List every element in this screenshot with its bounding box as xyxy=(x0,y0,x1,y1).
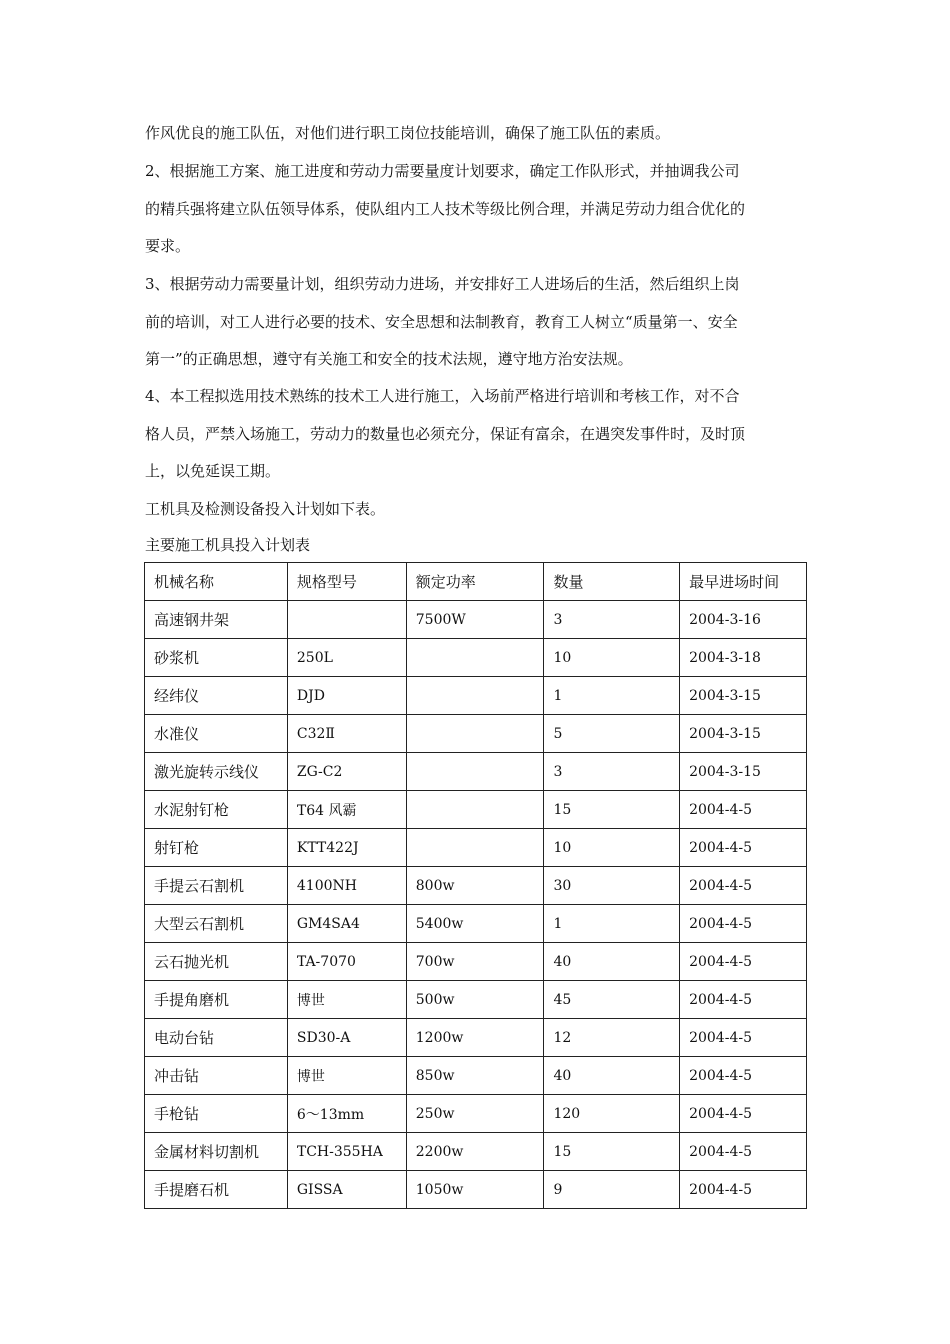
cell-rated-power: 2200w xyxy=(406,1133,544,1171)
cell-model: 4100NH xyxy=(287,867,406,905)
cell-model: GM4SA4 xyxy=(287,905,406,943)
table-row xyxy=(145,715,807,753)
cell-rated-power: 250w xyxy=(406,1095,544,1133)
header-rated-power: 额定功率 xyxy=(406,563,544,601)
cell-machine-name: 云石抛光机 xyxy=(145,943,288,981)
cell-quantity: 12 xyxy=(544,1019,680,1057)
cell-entry-date: 2004-4-5 xyxy=(680,867,807,905)
cell-machine-name: 冲击钻 xyxy=(145,1057,288,1095)
cell-rated-power: 1200w xyxy=(406,1019,544,1057)
cell-rated-power: 800w xyxy=(406,867,544,905)
cell-model: 博世 xyxy=(287,1057,406,1095)
cell-machine-name: 经纬仪 xyxy=(145,677,288,715)
cell-model: KTT422J xyxy=(287,829,406,867)
cell-rated-power: 5400w xyxy=(406,905,544,943)
cell-machine-name: 激光旋转示线仪 xyxy=(145,753,288,791)
table-row xyxy=(145,905,807,943)
cell-quantity: 5 xyxy=(544,715,680,753)
cell-entry-date: 2004-4-5 xyxy=(680,905,807,943)
cell-entry-date: 2004-3-15 xyxy=(680,677,807,715)
cell-entry-date: 2004-3-18 xyxy=(680,639,807,677)
cell-quantity: 9 xyxy=(544,1171,680,1209)
cell-machine-name: 高速钢井架 xyxy=(145,601,288,639)
cell-machine-name: 手提云石割机 xyxy=(145,867,288,905)
paragraph-item-4 xyxy=(145,378,810,491)
cell-machine-name: 射钉枪 xyxy=(145,829,288,867)
cell-entry-date: 2004-3-15 xyxy=(680,753,807,791)
cell-quantity: 30 xyxy=(544,867,680,905)
cell-model: C32Ⅱ xyxy=(287,715,406,753)
cell-quantity: 15 xyxy=(544,791,680,829)
text-line: 上，以免延误工期。 xyxy=(145,462,281,480)
paragraph-workforce-quality xyxy=(145,115,810,153)
cell-quantity: 40 xyxy=(544,1057,680,1095)
header-earliest-entry-date: 最早进场时间 xyxy=(680,563,807,601)
text-line: 格人员，严禁入场施工，劳动力的数量也必须充分，保证有富余，在遇突发事件时，及时顶 xyxy=(145,424,746,443)
cell-quantity: 1 xyxy=(544,677,680,715)
cell-model: ZG-C2 xyxy=(287,753,406,791)
text-line: 第一”的正确思想，遵守有关施工和安全的技术法规，遵守地方治安法规。 xyxy=(145,350,633,368)
table-row xyxy=(145,639,807,677)
cell-entry-date: 2004-4-5 xyxy=(680,829,807,867)
cell-quantity: 3 xyxy=(544,753,680,791)
cell-model: SD30-A xyxy=(287,1019,406,1057)
table-row xyxy=(145,1133,807,1171)
cell-machine-name: 金属材料切割机 xyxy=(145,1133,288,1171)
table-row xyxy=(145,867,807,905)
table-row xyxy=(145,1019,807,1057)
cell-entry-date: 2004-3-16 xyxy=(680,601,807,639)
cell-entry-date: 2004-4-5 xyxy=(680,1133,807,1171)
cell-quantity: 15 xyxy=(544,1133,680,1171)
table-row xyxy=(145,943,807,981)
cell-entry-date: 2004-4-5 xyxy=(680,1057,807,1095)
cell-quantity: 10 xyxy=(544,639,680,677)
table-row xyxy=(145,981,807,1019)
cell-rated-power: 850w xyxy=(406,1057,544,1095)
cell-rated-power: 1050w xyxy=(406,1171,544,1209)
cell-rated-power: 700w xyxy=(406,943,544,981)
paragraph-table-intro xyxy=(145,491,810,529)
text-line: 2、根据施工方案、施工进度和劳动力需要量度计划要求，确定工作队形式，并抽调我公司 xyxy=(145,162,740,180)
cell-quantity: 3 xyxy=(544,601,680,639)
table-row xyxy=(145,677,807,715)
text-line: 的精兵强将建立队伍领导体系，使队组内工人技术等级比例合理，并满足劳动力组合优化的 xyxy=(145,199,746,218)
cell-rated-power: 500w xyxy=(406,981,544,1019)
text-line: 前的培训，对工人进行必要的技术、安全思想和法制教育，教育工人树立“质量第一、安全 xyxy=(145,312,738,331)
cell-model: 博世 xyxy=(287,981,406,1019)
table-row xyxy=(145,791,807,829)
cell-rated-power xyxy=(406,791,544,829)
cell-entry-date: 2004-4-5 xyxy=(680,791,807,829)
text-line: 4、本工程拟选用技术熟练的技术工人进行施工，入场前严格进行培训和考核工作，对不合 xyxy=(145,387,740,405)
cell-rated-power xyxy=(406,829,544,867)
table-row xyxy=(145,601,807,639)
cell-model: T64 风霸 xyxy=(287,791,406,829)
cell-entry-date: 2004-4-5 xyxy=(680,943,807,981)
cell-machine-name: 手提磨石机 xyxy=(145,1171,288,1209)
table-row xyxy=(145,1057,807,1095)
cell-machine-name: 手提角磨机 xyxy=(145,981,288,1019)
table-row xyxy=(145,829,807,867)
cell-entry-date: 2004-4-5 xyxy=(680,1019,807,1057)
cell-rated-power xyxy=(406,639,544,677)
table-row xyxy=(145,1171,807,1209)
cell-machine-name: 手枪钻 xyxy=(145,1095,288,1133)
cell-machine-name: 电动台钻 xyxy=(145,1019,288,1057)
paragraph-item-2 xyxy=(145,153,810,266)
cell-quantity: 40 xyxy=(544,943,680,981)
cell-model: 6～13mm xyxy=(287,1095,406,1133)
header-model: 规格型号 xyxy=(287,563,406,601)
cell-rated-power xyxy=(406,677,544,715)
cell-rated-power xyxy=(406,715,544,753)
cell-model: TCH-355HA xyxy=(287,1133,406,1171)
header-machine-name: 机械名称 xyxy=(145,563,288,601)
table-row xyxy=(145,1095,807,1133)
equipment-table xyxy=(144,562,807,1209)
header-quantity: 数量 xyxy=(544,563,680,601)
cell-model xyxy=(287,601,406,639)
cell-machine-name: 大型云石割机 xyxy=(145,905,288,943)
cell-model: 250L xyxy=(287,639,406,677)
cell-quantity: 120 xyxy=(544,1095,680,1133)
cell-quantity: 45 xyxy=(544,981,680,1019)
text-line: 工机具及检测设备投入计划如下表。 xyxy=(145,500,386,518)
cell-machine-name: 砂浆机 xyxy=(145,639,288,677)
cell-quantity: 1 xyxy=(544,905,680,943)
table-row xyxy=(145,753,807,791)
text-line: 3、根据劳动力需要量计划，组织劳动力进场，并安排好工人进场后的生活，然后组织上岗 xyxy=(145,275,740,293)
cell-entry-date: 2004-4-5 xyxy=(680,1095,807,1133)
cell-model: DJD xyxy=(287,677,406,715)
table-header-row xyxy=(145,563,807,601)
cell-entry-date: 2004-4-5 xyxy=(680,981,807,1019)
cell-rated-power xyxy=(406,753,544,791)
cell-model: TA-7070 xyxy=(287,943,406,981)
text-line: 作风优良的施工队伍，对他们进行职工岗位技能培训，确保了施工队伍的素质。 xyxy=(145,124,671,142)
cell-model: GISSA xyxy=(287,1171,406,1209)
cell-machine-name: 水泥射钉枪 xyxy=(145,791,288,829)
table-caption: 主要施工机具投入计划表 xyxy=(145,536,311,554)
cell-quantity: 10 xyxy=(544,829,680,867)
cell-entry-date: 2004-4-5 xyxy=(680,1171,807,1209)
paragraph-item-3 xyxy=(145,266,810,379)
text-line: 要求。 xyxy=(145,237,191,255)
cell-entry-date: 2004-3-15 xyxy=(680,715,807,753)
cell-rated-power: 7500W xyxy=(406,601,544,639)
cell-machine-name: 水准仪 xyxy=(145,715,288,753)
